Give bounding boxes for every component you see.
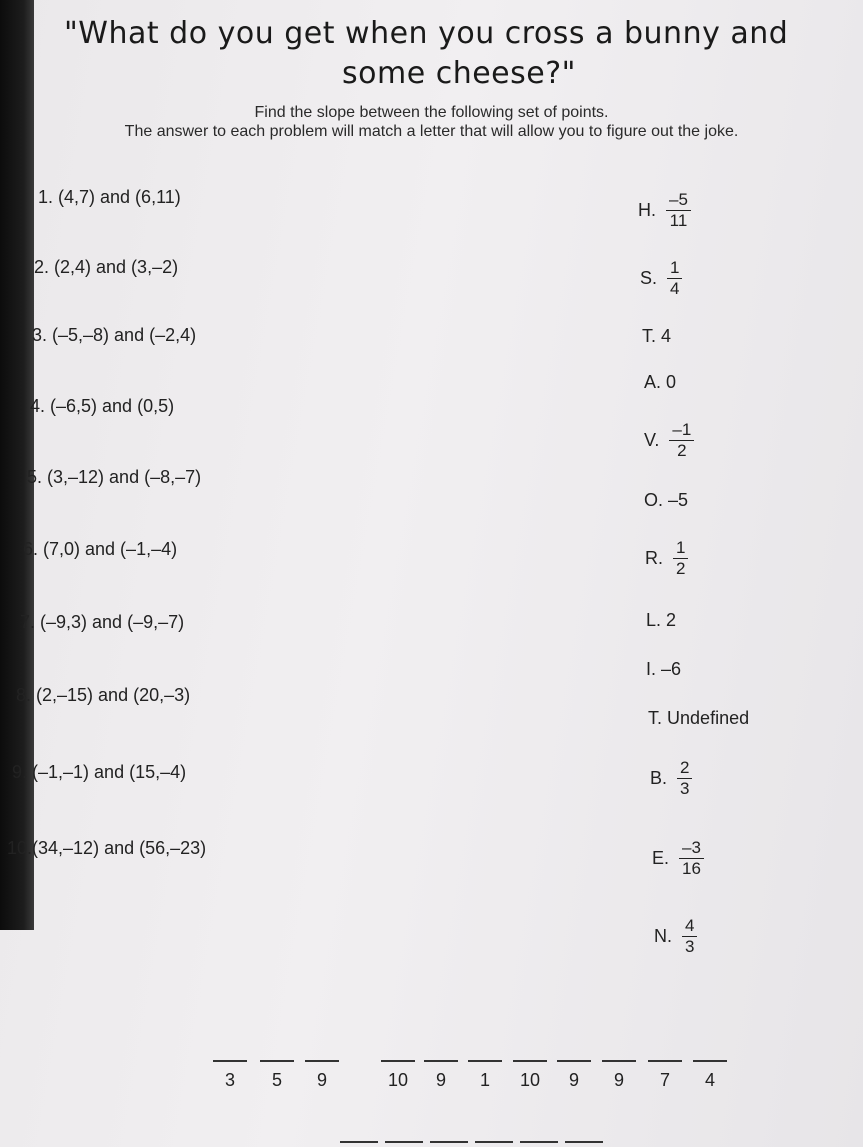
answer-blank: 9 <box>305 1060 339 1091</box>
answer-s <box>640 258 682 299</box>
answer-t-4 <box>642 326 671 347</box>
fraction <box>679 838 704 879</box>
fraction-numerator: –5 <box>666 190 691 211</box>
second-row-blank <box>385 1141 423 1143</box>
second-row-blank <box>520 1141 558 1143</box>
answer-blank: 10 <box>381 1060 415 1091</box>
answer-letter: R. <box>645 548 663 568</box>
answer-h <box>638 190 691 231</box>
answer-e <box>652 838 704 879</box>
title-line-1: "What do you get when you cross a bunny and <box>64 16 789 51</box>
second-row-blank <box>340 1141 378 1143</box>
instruction-line-1: Find the slope between the following set of points. <box>254 104 609 121</box>
answer-value: 2 <box>666 610 677 630</box>
problem-6: 6. (7,0) and (–1,–4) <box>23 539 178 559</box>
problem-5: 5. (3,–12) and (–8,–7) <box>27 467 202 487</box>
answer-blank: 1 <box>468 1060 502 1091</box>
fraction-denominator: 3 <box>680 779 690 798</box>
answer-b <box>650 758 692 799</box>
problem-3: 3. (–5,–8) and (–2,4) <box>32 325 197 345</box>
answer-r <box>645 538 688 579</box>
fraction-numerator: –3 <box>679 838 704 859</box>
fraction-denominator: 2 <box>676 559 686 578</box>
instruction-line-2: The answer to each problem will match a letter that will allow you to figure out the joke. <box>124 123 739 140</box>
fraction-numerator: –1 <box>669 420 694 441</box>
problem-9: 9. (–1,–1) and (15,–4) <box>12 762 187 782</box>
answer-blank: 7 <box>648 1060 682 1091</box>
answer-blank: 3 <box>213 1060 247 1091</box>
answer-n <box>654 916 697 957</box>
answer-letter: N. <box>654 926 672 946</box>
answer-value: –6 <box>661 659 682 679</box>
fraction-numerator: 4 <box>682 916 697 937</box>
answer-letter: E. <box>652 848 670 868</box>
answer-letter: A. <box>644 372 662 392</box>
fraction-denominator: 3 <box>685 937 695 956</box>
answer-letter: V. <box>644 430 660 450</box>
answer-letter: O. <box>644 490 664 510</box>
fraction <box>669 420 694 461</box>
answer-blank: 9 <box>424 1060 458 1091</box>
answer-value: –5 <box>668 490 689 510</box>
answer-blank: 5 <box>260 1060 294 1091</box>
fraction-denominator: 11 <box>669 211 688 230</box>
title-line-2: some cheese?" <box>342 56 576 91</box>
fraction-denominator: 2 <box>677 441 687 460</box>
answer-l <box>646 610 676 631</box>
answer-letter: T. <box>648 708 663 728</box>
second-row-blank <box>430 1141 468 1143</box>
second-row-blank <box>475 1141 513 1143</box>
answer-blank: 10 <box>513 1060 547 1091</box>
fraction <box>673 538 688 579</box>
answer-v <box>644 420 694 461</box>
fraction-numerator: 1 <box>673 538 688 559</box>
answer-value: 4 <box>661 326 672 346</box>
answer-a <box>644 372 676 393</box>
answer-letter: H. <box>638 200 656 220</box>
fraction <box>682 916 697 957</box>
problem-8: 8. (2,–15) and (20,–3) <box>16 685 191 705</box>
answer-t-undefined <box>648 708 749 729</box>
fraction <box>667 258 682 299</box>
answer-o <box>644 490 688 511</box>
problem-4: 4. (–6,5) and (0,5) <box>30 396 175 416</box>
answer-letter: T. <box>642 326 657 346</box>
answer-value: 0 <box>666 372 677 392</box>
answer-letter: B. <box>650 768 668 788</box>
answer-letter: L. <box>646 610 662 630</box>
fraction <box>666 190 691 231</box>
answer-letter: S. <box>640 268 658 288</box>
fraction-denominator: 16 <box>682 859 701 878</box>
answer-i <box>646 659 681 680</box>
second-row-blank <box>565 1141 603 1143</box>
answer-blank: 4 <box>693 1060 727 1091</box>
problem-7: 7. (–9,3) and (–9,–7) <box>20 612 185 632</box>
problem-1: 1. (4,7) and (6,11) <box>38 187 181 207</box>
problem-10: 10.(34,–12) and (56,–23) <box>7 838 207 858</box>
fraction-numerator: 1 <box>667 258 682 279</box>
answer-letter: I. <box>646 659 657 679</box>
fraction-numerator: 2 <box>677 758 692 779</box>
answer-value: Undefined <box>667 708 750 728</box>
fraction-denominator: 4 <box>670 279 680 298</box>
fraction <box>677 758 692 799</box>
answer-blank: 9 <box>557 1060 591 1091</box>
problem-2: 2. (2,4) and (3,–2) <box>34 257 179 277</box>
answer-blank: 9 <box>602 1060 636 1091</box>
